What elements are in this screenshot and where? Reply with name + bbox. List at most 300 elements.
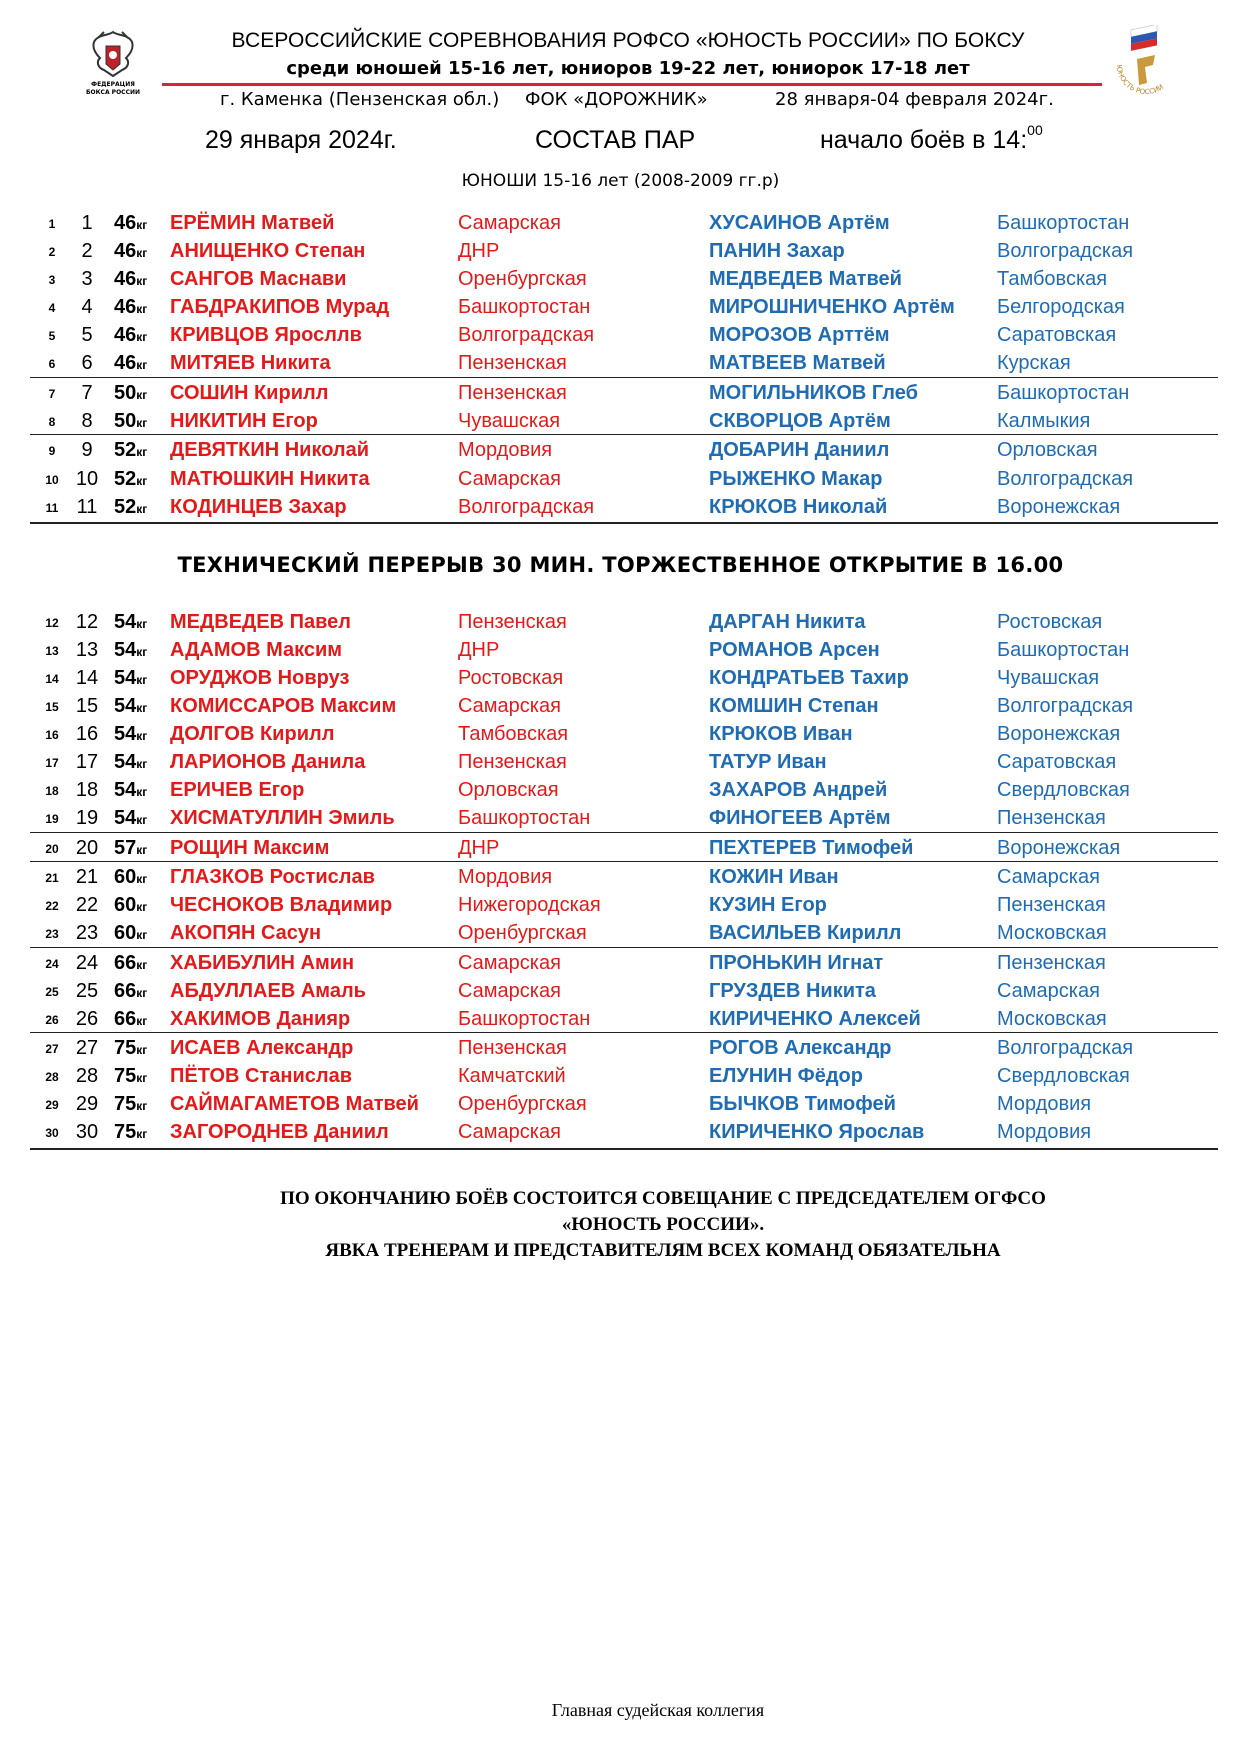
blue-corner-name: ПРОНЬКИН Игнат bbox=[709, 952, 884, 974]
bout-row bbox=[30, 1035, 1218, 1064]
footer-signature: Главная судейская коллегия bbox=[551, 1700, 765, 1720]
weight-class bbox=[114, 1121, 147, 1144]
bout-number: 12 bbox=[75, 611, 99, 633]
blue-corner-region: Волгоградская bbox=[997, 1037, 1134, 1059]
bout-row bbox=[30, 805, 1218, 834]
bout-row bbox=[30, 1063, 1218, 1092]
weight-value: 46 bbox=[114, 352, 137, 374]
weight-unit: кг bbox=[136, 701, 148, 715]
blue-corner-region: Мордовия bbox=[997, 1093, 1092, 1115]
weight-class bbox=[114, 468, 147, 491]
bout-row bbox=[30, 1006, 1218, 1035]
red-corner-region: Пензенская bbox=[458, 751, 567, 773]
bout-row bbox=[30, 1119, 1218, 1148]
blue-corner-name: МОГИЛЬНИКОВ Глеб bbox=[709, 382, 918, 404]
weight-value: 60 bbox=[114, 866, 137, 888]
bout-number: 24 bbox=[75, 952, 99, 974]
row-index: 19 bbox=[45, 812, 59, 826]
row-index: 18 bbox=[45, 784, 59, 798]
row-index: 14 bbox=[45, 672, 59, 686]
bout-row bbox=[30, 777, 1218, 806]
weight-class bbox=[114, 980, 147, 1003]
blue-corner-name: СКВОРЦОВ Артём bbox=[709, 410, 891, 432]
red-corner-region: Нижегородская bbox=[458, 894, 601, 916]
notice-line-1: ПО ОКОНЧАНИЮ БОЁВ СОСТОИТСЯ СОВЕЩАНИЕ С ПРЕДСЕДАТЕЛЕМ ОГФСО bbox=[280, 1188, 1046, 1209]
weight-value: 75 bbox=[114, 1093, 137, 1115]
weight-value: 52 bbox=[114, 439, 137, 461]
weight-value: 46 bbox=[114, 240, 137, 262]
red-corner-name: ДОЛГОВ Кирилл bbox=[170, 723, 335, 745]
weight-unit: кг bbox=[136, 813, 148, 827]
red-corner-region: Пензенская bbox=[458, 352, 567, 374]
weight-class bbox=[114, 496, 147, 519]
bout-number: 2 bbox=[81, 240, 93, 262]
red-corner-name: ЧЕСНОКОВ Владимир bbox=[170, 894, 393, 916]
row-index: 25 bbox=[45, 985, 59, 999]
bout-number: 6 bbox=[81, 352, 93, 374]
bout-number: 28 bbox=[75, 1065, 99, 1087]
red-corner-region: Волгоградская bbox=[458, 496, 595, 518]
blue-corner-region: Калмыкия bbox=[997, 410, 1091, 432]
blue-corner-region: Свердловская bbox=[997, 1065, 1130, 1087]
red-corner-region: Самарская bbox=[458, 212, 561, 234]
blue-corner-name: РОГОВ Александр bbox=[709, 1037, 892, 1059]
row-index: 29 bbox=[45, 1098, 59, 1112]
bout-number: 8 bbox=[81, 410, 93, 432]
weight-class bbox=[114, 807, 147, 830]
row-index: 11 bbox=[45, 501, 59, 515]
blue-corner-name: ЗАХАРОВ Андрей bbox=[709, 779, 888, 801]
blue-corner-name: КРЮКОВ Николай bbox=[709, 496, 888, 518]
red-corner-region: Самарская bbox=[458, 952, 561, 974]
weight-class bbox=[114, 837, 147, 860]
red-corner-region: Башкортостан bbox=[458, 1008, 591, 1030]
weight-group-divider bbox=[30, 434, 1218, 435]
blue-corner-region: Московская bbox=[997, 922, 1107, 944]
row-index: 9 bbox=[48, 444, 56, 458]
bout-row bbox=[30, 380, 1218, 409]
weight-unit: кг bbox=[136, 330, 148, 344]
weight-value: 54 bbox=[114, 751, 137, 773]
bout-number: 11 bbox=[76, 496, 98, 518]
svg-text:ФЕДЕРАЦИЯ: ФЕДЕРАЦИЯ bbox=[91, 81, 135, 88]
red-corner-name: НИКИТИН Егор bbox=[170, 410, 318, 432]
row-index: 7 bbox=[48, 387, 56, 401]
weight-unit: кг bbox=[136, 1099, 148, 1113]
weight-unit: кг bbox=[136, 673, 148, 687]
red-corner-region: ДНР bbox=[458, 837, 500, 859]
bout-number: 26 bbox=[75, 1008, 99, 1030]
bout-row bbox=[30, 1091, 1218, 1120]
blue-corner-region: Свердловская bbox=[997, 779, 1130, 801]
bout-number: 9 bbox=[81, 439, 93, 461]
red-corner-name: ХАКИМОВ Данияр bbox=[170, 1008, 351, 1030]
blue-corner-name: РОМАНОВ Арсен bbox=[709, 639, 880, 661]
red-corner-region: Самарская bbox=[458, 695, 561, 717]
blue-corner-region: Ростовская bbox=[997, 611, 1103, 633]
red-corner-name: САЙМАГАМЕТОВ Матвей bbox=[170, 1093, 419, 1115]
bout-row bbox=[30, 238, 1218, 267]
header-rule bbox=[162, 83, 1102, 86]
row-index: 20 bbox=[45, 842, 59, 856]
red-corner-name: ГАБДРАКИПОВ Мурад bbox=[170, 296, 390, 318]
row-index: 4 bbox=[48, 301, 56, 315]
red-corner-region: ДНР bbox=[458, 639, 500, 661]
blue-corner-region: Башкортостан bbox=[997, 639, 1130, 661]
blue-corner-region: Воронежская bbox=[997, 496, 1121, 518]
weight-unit: кг bbox=[136, 246, 148, 260]
weight-value: 46 bbox=[114, 296, 137, 318]
blue-corner-name: ГРУЗДЕВ Никита bbox=[709, 980, 876, 1002]
weight-unit: кг bbox=[136, 617, 148, 631]
blue-corner-region: Тамбовская bbox=[997, 268, 1108, 290]
blue-corner-name: ПЕХТЕРЕВ Тимофей bbox=[709, 837, 914, 859]
weight-unit: кг bbox=[136, 1127, 148, 1141]
blue-corner-name: КОМШИН Степан bbox=[709, 695, 879, 717]
svg-text:БОКСА РОССИИ: БОКСА РОССИИ bbox=[85, 89, 141, 96]
blue-corner-name: РЫЖЕНКО Макар bbox=[709, 468, 883, 490]
red-corner-name: САНГОВ Маснави bbox=[170, 268, 347, 290]
weight-class bbox=[114, 1093, 147, 1116]
bout-row bbox=[30, 494, 1218, 523]
row-index: 3 bbox=[48, 273, 56, 287]
bout-row bbox=[30, 322, 1218, 351]
row-index: 16 bbox=[45, 728, 59, 742]
bout-row bbox=[30, 978, 1218, 1007]
bout-row bbox=[30, 210, 1218, 239]
blue-corner-name: КИРИЧЕНКО Алексей bbox=[709, 1008, 921, 1030]
bout-number: 3 bbox=[81, 268, 93, 290]
bout-row bbox=[30, 294, 1218, 323]
row-index: 8 bbox=[48, 415, 56, 429]
bout-number: 5 bbox=[81, 324, 93, 346]
red-corner-name: ПЁТОВ Станислав bbox=[170, 1065, 353, 1087]
red-corner-region: Башкортостан bbox=[458, 296, 591, 318]
blue-corner-region: Волгоградская bbox=[997, 240, 1134, 262]
weight-group-divider bbox=[30, 377, 1218, 378]
weight-value: 50 bbox=[114, 382, 137, 404]
red-corner-region: Мордовия bbox=[458, 439, 553, 461]
blue-corner-name: ФИНОГЕЕВ Артём bbox=[709, 807, 891, 829]
weight-class bbox=[114, 894, 147, 917]
weight-class bbox=[114, 723, 147, 746]
red-corner-name: МЕДВЕДЕВ Павел bbox=[170, 611, 351, 633]
red-corner-name: ЕРЁМИН Матвей bbox=[170, 212, 335, 234]
blue-corner-region: Чувашская bbox=[997, 667, 1100, 689]
blue-corner-region: Самарская bbox=[997, 866, 1100, 888]
bout-number: 29 bbox=[75, 1093, 99, 1115]
red-corner-name: ХАБИБУЛИН Амин bbox=[170, 952, 355, 974]
bout-row bbox=[30, 466, 1218, 495]
weight-class bbox=[114, 695, 147, 718]
weight-group-divider bbox=[30, 947, 1218, 948]
competition-title: ВСЕРОССИЙСКИЕ СОРЕВНОВАНИЯ РОФСО «ЮНОСТЬ РОССИИ» ПО БОКСУ bbox=[231, 29, 1025, 52]
red-corner-name: МАТЮШКИН Никита bbox=[170, 468, 370, 490]
bout-number: 23 bbox=[75, 922, 99, 944]
weight-class bbox=[114, 1037, 147, 1060]
row-index: 30 bbox=[45, 1126, 59, 1140]
red-corner-name: ГЛАЗКОВ Ростислав bbox=[170, 866, 375, 888]
bout-number: 18 bbox=[75, 779, 99, 801]
weight-class bbox=[114, 212, 147, 235]
blue-corner-region: Самарская bbox=[997, 980, 1100, 1002]
weight-value: 57 bbox=[114, 837, 137, 859]
red-corner-region: Самарская bbox=[458, 1121, 561, 1143]
weight-unit: кг bbox=[136, 729, 148, 743]
event-dates: 28 января-04 февраля 2024г. bbox=[775, 89, 1054, 110]
weight-value: 54 bbox=[114, 611, 137, 633]
weight-class bbox=[114, 296, 147, 319]
bout-row bbox=[30, 864, 1218, 893]
blue-corner-name: ВАСИЛЬЕВ Кирилл bbox=[709, 922, 902, 944]
blue-corner-region: Волгоградская bbox=[997, 695, 1134, 717]
red-corner-region: Пензенская bbox=[458, 611, 567, 633]
weight-class bbox=[114, 1065, 147, 1088]
weight-class bbox=[114, 922, 147, 945]
blue-corner-name: КОЖИН Иван bbox=[709, 866, 839, 888]
red-corner-region: Тамбовская bbox=[458, 723, 569, 745]
blue-corner-name: МИРОШНИЧЕНКО Артём bbox=[709, 296, 955, 318]
weight-class bbox=[114, 1008, 147, 1031]
svg-text:ЮНОСТЬ РОССИИ: ЮНОСТЬ РОССИИ bbox=[1114, 64, 1165, 97]
row-index: 5 bbox=[48, 329, 56, 343]
red-corner-name: КОДИНЦЕВ Захар bbox=[170, 496, 347, 518]
weight-unit: кг bbox=[136, 302, 148, 316]
notice-line-3: ЯВКА ТРЕНЕРАМ И ПРЕДСТАВИТЕЛЯМ ВСЕХ КОМАНД ОБЯЗАТЕЛЬНА bbox=[325, 1240, 1001, 1261]
weight-value: 52 bbox=[114, 468, 137, 490]
bout-number: 1 bbox=[81, 212, 93, 234]
bout-row bbox=[30, 950, 1218, 979]
blue-corner-name: КОНДРАТЬЕВ Тахир bbox=[709, 667, 909, 689]
weight-value: 60 bbox=[114, 922, 137, 944]
red-corner-name: КОМИССАРОВ Максим bbox=[170, 695, 397, 717]
red-corner-name: ЛАРИОНОВ Данила bbox=[170, 751, 366, 773]
bout-number: 20 bbox=[75, 837, 99, 859]
red-corner-region: Пензенская bbox=[458, 382, 567, 404]
red-corner-name: АДАМОВ Максим bbox=[170, 639, 343, 661]
red-corner-name: СОШИН Кирилл bbox=[170, 382, 329, 404]
red-corner-region: Самарская bbox=[458, 468, 561, 490]
red-corner-name: АКОПЯН Сасун bbox=[170, 922, 322, 944]
red-corner-region: Ростовская bbox=[458, 667, 564, 689]
weight-class bbox=[114, 352, 147, 375]
weight-unit: кг bbox=[136, 274, 148, 288]
weight-class bbox=[114, 667, 147, 690]
break-notice: ТЕХНИЧЕСКИЙ ПЕРЕРЫВ 30 МИН. ТОРЖЕСТВЕННОЕ ОТКРЫТИЕ В 16.00 bbox=[177, 553, 1064, 577]
bout-number: 27 bbox=[75, 1037, 99, 1059]
blue-corner-region: Пензенская bbox=[997, 894, 1106, 916]
red-corner-name: АНИЩЕНКО Степан bbox=[170, 240, 366, 262]
blue-corner-name: ПАНИН Захар bbox=[709, 240, 845, 262]
weight-unit: кг bbox=[136, 218, 148, 232]
row-index: 10 bbox=[45, 473, 59, 487]
blue-corner-name: ХУСАИНОВ Артём bbox=[709, 212, 890, 234]
notice-line-2: «ЮНОСТЬ РОССИИ». bbox=[561, 1214, 765, 1235]
row-index: 21 bbox=[45, 871, 59, 885]
bout-number: 4 bbox=[81, 296, 93, 318]
bout-row bbox=[30, 609, 1218, 638]
weight-group-divider bbox=[30, 522, 1218, 524]
blue-corner-region: Воронежская bbox=[997, 837, 1121, 859]
row-index: 27 bbox=[45, 1042, 59, 1056]
venue-name: ФОК «ДОРОЖНИК» bbox=[525, 89, 708, 110]
blue-corner-name: КУЗИН Егор bbox=[709, 894, 827, 916]
weight-value: 50 bbox=[114, 410, 137, 432]
age-group: ЮНОШИ 15-16 лет (2008-2009 гг.р) bbox=[461, 171, 780, 191]
red-corner-name: АБДУЛЛАЕВ Амаль bbox=[170, 980, 366, 1002]
weight-unit: кг bbox=[136, 872, 148, 886]
bout-row bbox=[30, 892, 1218, 921]
red-corner-name: ЕРИЧЕВ Егор bbox=[170, 779, 305, 801]
bout-number: 16 bbox=[75, 723, 99, 745]
red-corner-region: Чувашская bbox=[458, 410, 561, 432]
weight-value: 75 bbox=[114, 1065, 137, 1087]
weight-group-divider bbox=[30, 832, 1218, 833]
blue-corner-region: Башкортостан bbox=[997, 382, 1130, 404]
weight-unit: кг bbox=[136, 900, 148, 914]
start-minutes: 00 bbox=[1027, 122, 1043, 138]
bout-row bbox=[30, 835, 1218, 864]
row-index: 2 bbox=[48, 245, 56, 259]
blue-corner-name: МЕДВЕДЕВ Матвей bbox=[709, 268, 902, 290]
bout-row bbox=[30, 721, 1218, 750]
red-corner-region: Мордовия bbox=[458, 866, 553, 888]
weight-class bbox=[114, 952, 147, 975]
weight-class bbox=[114, 751, 147, 774]
red-corner-region: Оренбургская bbox=[458, 1093, 587, 1115]
red-corner-region: Башкортостан bbox=[458, 807, 591, 829]
weight-unit: кг bbox=[136, 928, 148, 942]
red-corner-name: РОЩИН Максим bbox=[170, 837, 330, 859]
red-corner-region: Волгоградская bbox=[458, 324, 595, 346]
weight-group-divider bbox=[30, 861, 1218, 862]
weight-class bbox=[114, 866, 147, 889]
row-index: 28 bbox=[45, 1070, 59, 1084]
weight-value: 54 bbox=[114, 695, 137, 717]
weight-value: 46 bbox=[114, 268, 137, 290]
weight-value: 60 bbox=[114, 894, 137, 916]
bout-row bbox=[30, 693, 1218, 722]
red-corner-region: Оренбургская bbox=[458, 268, 587, 290]
weight-unit: кг bbox=[136, 416, 148, 430]
bout-row bbox=[30, 408, 1218, 437]
weight-unit: кг bbox=[136, 843, 148, 857]
row-index: 6 bbox=[48, 357, 56, 371]
weight-class bbox=[114, 268, 147, 291]
document-title: СОСТАВ ПАР bbox=[535, 126, 696, 154]
weight-class bbox=[114, 240, 147, 263]
blue-corner-region: Башкортостан bbox=[997, 212, 1130, 234]
blue-corner-region: Саратовская bbox=[997, 324, 1117, 346]
weight-class bbox=[114, 410, 147, 433]
start-label: начало боёв в 14: bbox=[820, 126, 1028, 154]
blue-corner-region: Московская bbox=[997, 1008, 1107, 1030]
weight-value: 75 bbox=[114, 1037, 137, 1059]
red-corner-name: ЗАГОРОДНЕВ Даниил bbox=[170, 1121, 389, 1143]
weight-group-divider bbox=[30, 1148, 1218, 1150]
blue-corner-name: КИРИЧЕНКО Ярослав bbox=[709, 1121, 925, 1143]
bout-row bbox=[30, 637, 1218, 666]
bout-number: 10 bbox=[75, 468, 99, 490]
weight-class bbox=[114, 324, 147, 347]
row-index: 15 bbox=[45, 700, 59, 714]
red-corner-region: Самарская bbox=[458, 980, 561, 1002]
weight-class bbox=[114, 382, 147, 405]
bout-number: 25 bbox=[75, 980, 99, 1002]
weight-value: 66 bbox=[114, 980, 137, 1002]
weight-value: 75 bbox=[114, 1121, 137, 1143]
weight-class bbox=[114, 611, 147, 634]
row-index: 26 bbox=[45, 1013, 59, 1027]
row-index: 13 bbox=[45, 644, 59, 658]
red-corner-name: КРИВЦОВ Яросллв bbox=[170, 324, 362, 346]
blue-corner-name: БЫЧКОВ Тимофей bbox=[709, 1093, 896, 1115]
weight-unit: кг bbox=[136, 445, 148, 459]
weight-unit: кг bbox=[136, 1071, 148, 1085]
weight-value: 54 bbox=[114, 639, 137, 661]
red-corner-region: ДНР bbox=[458, 240, 500, 262]
weight-unit: кг bbox=[136, 1043, 148, 1057]
row-index: 12 bbox=[45, 616, 59, 630]
red-corner-name: ИСАЕВ Александр bbox=[170, 1037, 354, 1059]
blue-corner-name: МАТВЕЕВ Матвей bbox=[709, 352, 886, 374]
blue-corner-region: Волгоградская bbox=[997, 468, 1134, 490]
blue-corner-region: Пензенская bbox=[997, 807, 1106, 829]
youth-of-russia-logo bbox=[1107, 25, 1185, 103]
weight-value: 46 bbox=[114, 324, 137, 346]
bout-row bbox=[30, 266, 1218, 295]
bout-number: 15 bbox=[75, 695, 99, 717]
red-corner-region: Оренбургская bbox=[458, 922, 587, 944]
bout-row bbox=[30, 920, 1218, 949]
blue-corner-region: Белгородская bbox=[997, 296, 1125, 318]
blue-corner-region: Саратовская bbox=[997, 751, 1117, 773]
weight-class bbox=[114, 639, 147, 662]
bout-row bbox=[30, 665, 1218, 694]
bout-number: 17 bbox=[75, 751, 99, 773]
bout-day: 29 января 2024г. bbox=[205, 126, 397, 154]
weight-value: 52 bbox=[114, 496, 137, 518]
blue-corner-name: КРЮКОВ Иван bbox=[709, 723, 853, 745]
blue-corner-name: ЕЛУНИН Фёдор bbox=[709, 1065, 863, 1087]
bout-number: 30 bbox=[75, 1121, 99, 1143]
blue-corner-region: Пензенская bbox=[997, 952, 1106, 974]
blue-corner-name: ДАРГАН Никита bbox=[709, 611, 866, 633]
start-time bbox=[820, 122, 1043, 155]
red-corner-region: Камчатский bbox=[458, 1065, 566, 1087]
weight-value: 66 bbox=[114, 1008, 137, 1030]
row-index: 1 bbox=[48, 217, 56, 231]
weight-unit: кг bbox=[136, 958, 148, 972]
row-index: 23 bbox=[45, 927, 59, 941]
weight-unit: кг bbox=[136, 645, 148, 659]
weight-unit: кг bbox=[136, 757, 148, 771]
blue-corner-region: Орловская bbox=[997, 439, 1098, 461]
boxing-federation-logo bbox=[84, 28, 142, 98]
blue-corner-region: Мордовия bbox=[997, 1121, 1092, 1143]
weight-class bbox=[114, 779, 147, 802]
weight-value: 46 bbox=[114, 212, 137, 234]
bout-row bbox=[30, 749, 1218, 778]
weight-class bbox=[114, 439, 147, 462]
bout-number: 14 bbox=[75, 667, 99, 689]
weight-unit: кг bbox=[136, 986, 148, 1000]
blue-corner-name: ТАТУР Иван bbox=[709, 751, 827, 773]
red-corner-name: МИТЯЕВ Никита bbox=[170, 352, 331, 374]
weight-unit: кг bbox=[136, 1014, 148, 1028]
weight-unit: кг bbox=[136, 358, 148, 372]
bout-number: 22 bbox=[75, 894, 99, 916]
